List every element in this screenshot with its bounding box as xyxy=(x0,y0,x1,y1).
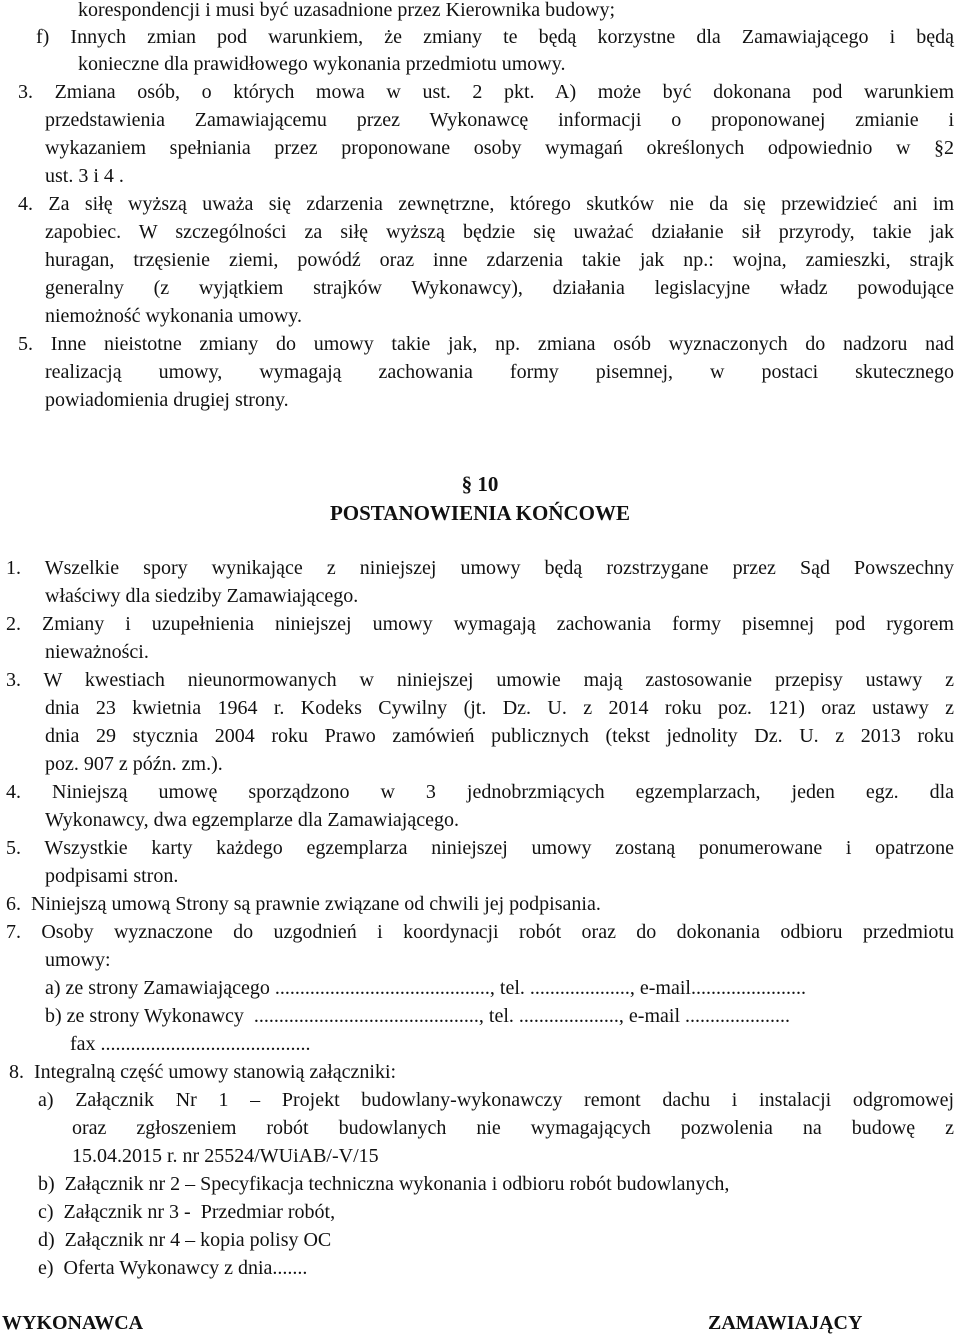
text-line: dnia 29 stycznia 2004 roku Prawo zamówień publicznych (tekst jednolity Dz. U. z 2013 roku xyxy=(45,725,954,747)
provision-3: 3. W kwestiach nieunormowanych w niniejszej umowie mają zastosowanie przepisy ustawy z xyxy=(6,669,954,691)
text-line: przedstawienia Zamawiającemu przez Wykonawcę informacji o proponowanej zmianie i xyxy=(45,109,954,131)
attachment-e: e) Oferta Wykonawcy z dnia....... xyxy=(38,1257,308,1279)
signature-zamawiajacy: ZAMAWIAJĄCY xyxy=(708,1312,863,1334)
contact-line-wykonawca: b) ze strony Wykonawcy ............................................., tel. ...................., e-mail ..................... xyxy=(45,1005,790,1027)
text-line: konieczne dla prawidłowego wykonania przedmiotu umowy. xyxy=(78,53,566,75)
section-number: § 10 xyxy=(461,472,499,496)
list-item-5: 5. Inne nieistotne zmiany do umowy takie jak, np. zmiana osób wyznaczonych do nadzoru nad xyxy=(18,333,954,355)
attachment-d: d) Załącznik nr 4 – kopia polisy OC xyxy=(38,1229,332,1251)
section-title: POSTANOWIENIA KOŃCOWE xyxy=(329,501,631,525)
text-line: oraz zgłoszeniem robót budowlanych nie wymagających pozwolenia na budowę z xyxy=(72,1117,954,1139)
text-line: Wykonawcy, dwa egzemplarze dla Zamawiającego. xyxy=(45,809,459,831)
text-line: huragan, trzęsienie ziemi, powódź oraz inne zdarzenia takie jak np.: wojna, zamieszki, strajk xyxy=(45,249,954,271)
text-line: powiadomienia drugiej strony. xyxy=(45,389,289,411)
attachment-c: c) Załącznik nr 3 - Przedmiar robót, xyxy=(38,1201,336,1223)
provision-1: 1. Wszelkie spory wynikające z niniejszej umowy będą rozstrzygane przez Sąd Powszechny xyxy=(6,557,954,579)
list-item-3: 3. Zmiana osób, o których mowa w ust. 2 pkt. A) może być dokonana pod warunkiem xyxy=(18,81,954,103)
text-line: niemożność wykonania umowy. xyxy=(45,305,302,327)
provision-6: 6. Niniejszą umową Strony są prawnie związane od chwili jej podpisania. xyxy=(6,893,601,915)
contact-line-zamawiajacy: a) ze strony Zamawiającego ..........................................., tel. ...................., e-mail....................... xyxy=(45,977,806,999)
provision-4: 4. Niniejszą umowę sporządzono w 3 jednobrzmiących egzemplarzach, jeden egz. dla xyxy=(6,781,954,803)
text-line: zapobiec. W szczególności za siłę wyższą będzie się uważać działanie sił przyrody, takie jak xyxy=(45,221,954,243)
text-line: właściwy dla siedziby Zamawiającego. xyxy=(45,585,359,607)
text-line: podpisami stron. xyxy=(45,865,179,887)
text-line: generalny (z wyjątkiem strajków Wykonawcy), działania legislacyjne władz powodujące xyxy=(45,277,954,299)
provision-7: 7. Osoby wyznaczone do uzgodnień i koordynacji robót oraz do dokonania odbioru przedmiotu xyxy=(6,921,954,943)
text-line: ust. 3 i 4 . xyxy=(45,165,124,187)
text-line: wykazaniem spełniania przez proponowane osoby wymagań określonych odpowiednio w §2 xyxy=(45,137,954,159)
text-line: nieważności. xyxy=(45,641,149,663)
text-line: umowy: xyxy=(45,949,111,971)
text-line: 15.04.2015 r. nr 25524/WUiAB/-V/15 xyxy=(72,1145,379,1167)
provision-8: 8. Integralną część umowy stanowią załączniki: xyxy=(9,1061,397,1083)
text-line: poz. 907 z późn. zm.). xyxy=(45,753,223,775)
provision-5: 5. Wszystkie karty każdego egzemplarza niniejszej umowy zostaną ponumerowane i opatrzone xyxy=(6,837,954,859)
list-item-f: f) Innych zmian pod warunkiem, że zmiany te będą korzystne dla Zamawiającego i będą xyxy=(36,26,954,48)
fax-line: fax .......................................... xyxy=(70,1033,311,1055)
text-line: realizacją umowy, wymagają zachowania formy pisemnej, w postaci skutecznego xyxy=(45,361,954,383)
signature-wykonawca: WYKONAWCA xyxy=(2,1312,144,1334)
text-line: dnia 23 kwietnia 1964 r. Kodeks Cywilny (jt. Dz. U. z 2014 roku poz. 121) oraz ustawy z xyxy=(45,697,954,719)
provision-2: 2. Zmiany i uzupełnienia niniejszej umowy wymagają zachowania formy pisemnej pod rygorem xyxy=(6,613,954,635)
attachment-b: b) Załącznik nr 2 – Specyfikacja techniczna wykonania i odbioru robót budowlanych, xyxy=(38,1173,730,1195)
text-line: korespondencji i musi być uzasadnione przez Kierownika budowy; xyxy=(78,0,616,21)
attachment-a: a) Załącznik Nr 1 – Projekt budowlany-wykonawczy remont dachu i instalacji odgromowej xyxy=(38,1089,954,1111)
list-item-4: 4. Za siłę wyższą uważa się zdarzenia zewnętrzne, którego skutków nie da się przewidzieć ani im xyxy=(18,193,954,215)
